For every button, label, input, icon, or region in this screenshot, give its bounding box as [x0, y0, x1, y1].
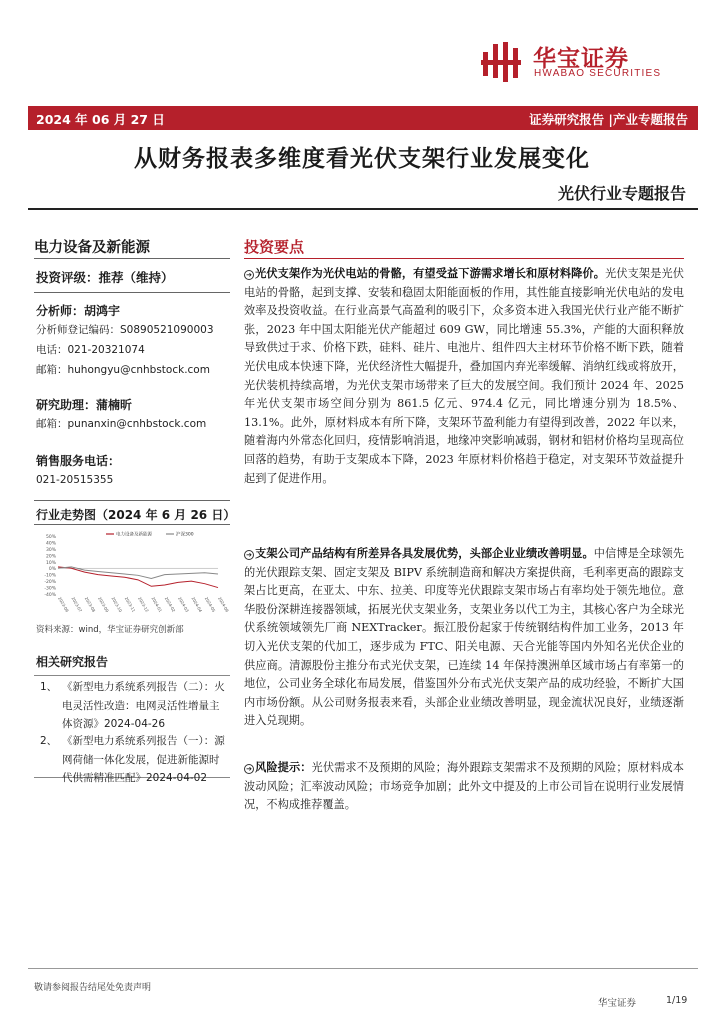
risk-body: 光伏需求不及预期的风险；海外跟踪支架需求不及预期的风险；原材料成本波动风险；汇率波动风险；市场竞争加剧；此外文中提及的上市公司旨在说明行业发展情况，不构成推荐覆盖。 [244, 761, 684, 812]
analyst-name: 分析师：胡鸿宇 [36, 304, 121, 318]
series-line [58, 567, 218, 588]
circled-arrow-icon: ➔ [244, 764, 254, 774]
series-line [58, 567, 218, 579]
hwabao-logo-icon [481, 38, 523, 84]
chart-source: 资料来源：wind，华宝证券研究创新部 [36, 625, 184, 635]
paragraph-heading: 光伏支架作为光伏电站的骨骼，有望受益下游需求增长和原材料降价。 [255, 266, 606, 280]
analyst-cert: 分析师登记编码：S0890521090003 [36, 324, 214, 336]
y-tick-label: 10% [45, 560, 56, 566]
analyst-phone: 电话：021-20321074 [36, 344, 145, 356]
sidebar-divider [34, 500, 230, 501]
x-tick-label: 2023-12 [137, 596, 150, 613]
x-tick-label: 2024-06 [217, 596, 230, 613]
related-report-text: 《新型电力系统系列报告（一）：源网荷储一体化发展，促进新能源时代供需精准匹配》2024-04-02 [62, 735, 225, 784]
investment-title-divider [244, 258, 684, 259]
trend-chart-title: 行业走势图（2024 年 6 月 26 日） [36, 508, 236, 522]
x-tick-label: 2023-06 [57, 596, 70, 613]
circled-arrow-icon: ➔ [244, 270, 254, 280]
x-tick-label: 2023-11 [123, 596, 137, 613]
report-type: 证券研究报告 |产业专题报告 [529, 112, 688, 127]
y-tick-label: 0% [48, 567, 56, 573]
x-tick-label: 2023-09 [97, 596, 110, 613]
legend-label: 沪深300 [176, 532, 194, 538]
page-number: 1/19 [666, 995, 688, 1006]
x-tick-label: 2023-08 [83, 596, 97, 613]
related-report-number: 2、 [40, 735, 58, 747]
y-tick-label: 50% [45, 535, 56, 540]
x-tick-label: 2024-03 [177, 596, 190, 613]
x-tick-label: 2023-07 [70, 596, 84, 613]
sidebar-divider [34, 292, 230, 293]
footer-brand: 华宝证券 [598, 998, 637, 1009]
sector-name: 电力设备及新能源 [34, 239, 150, 256]
report-date: 2024 年 06 月 27 日 [36, 112, 165, 127]
y-tick-label: 20% [45, 554, 56, 560]
investment-paragraph [244, 544, 684, 731]
sidebar-divider [34, 524, 230, 525]
investment-paragraph [244, 264, 684, 488]
rating: 投资评级：推荐（维持） [36, 270, 174, 285]
legend-label: 电力设备及新能源 [116, 532, 152, 538]
y-tick-label: -10% [44, 573, 56, 579]
y-tick-label: -20% [44, 580, 56, 586]
paragraph-body: 中信博是全球领先的光伏跟踪支架、固定支架及 BIPV 系统制造商和解决方案提供商，毛利率更高的跟踪支架占比更高，在亚太、中东、拉美、印度等光伏跟踪支架市场占有率均处于领先地位。意华股份深耕连接器领域，拓展光伏支架业务，支架业务以代工为主，其核心客户为全球光伏系统领域领先厂商 NEXTracker。振江股份起家于传统钢结构件加工业务，2013 年切入光伏支架的代加工，逐步成为 FTC、阳关电源、天合光能等国内外知名光伏企业的供应商。清源股份主推分布式光伏支架，已连续 14 年保持澳洲单区域市场占有率第一的地位，公司业务全球化布局发展，借鉴国外分布式光伏支架产品的成功经验，不断扩大国内市场份额。从公司财务报表来看，头部企业业绩改善明显，现金流状况良好，业绩逐渐进入兑现期。 [244, 547, 684, 728]
investment-title: 投资要点 [244, 238, 305, 256]
title-divider [28, 208, 698, 210]
x-tick-label: 2023-10 [110, 596, 124, 613]
assistant-name: 研究助理：蒲楠昕 [36, 398, 133, 412]
page-title: 从财务报表多维度看光伏支架行业发展变化 [134, 145, 590, 172]
x-tick-label: 2024-02 [163, 596, 177, 613]
industry-trend-chart [36, 528, 230, 618]
page-subtitle: 光伏行业专题报告 [557, 184, 686, 203]
brand-name-en: HWABAO SECURITIES [534, 68, 662, 79]
company-logo [481, 38, 691, 84]
sales-label: 销售服务电话： [36, 454, 121, 468]
analyst-email[interactable]: 邮箱：huhongyu@cnhbstock.com [36, 364, 210, 376]
y-tick-label: 30% [45, 547, 56, 553]
related-report-number: 1、 [40, 681, 58, 693]
paragraph-heading: 支架公司产品结构有所差异各具发展优势，头部企业业绩改善明显。 [255, 546, 594, 560]
related-reports-list [34, 675, 230, 784]
y-tick-label: -40% [44, 593, 56, 598]
x-tick-label: 2024-01 [150, 596, 164, 613]
related-reports-title: 相关研究报告 [36, 655, 109, 669]
brand-name-cn: 华宝证券 [533, 46, 629, 72]
sales-phone: 021-20515355 [36, 474, 114, 486]
x-tick-label: 2024-04 [190, 596, 204, 613]
y-tick-label: -30% [44, 586, 56, 592]
related-report-text: 《新型电力系统系列报告（二）：火电灵活性改造：电网灵活性增量主体资源》2024-04-26 [62, 681, 225, 730]
sidebar-divider [34, 258, 230, 259]
header-bar [28, 106, 698, 130]
y-tick-label: 40% [45, 541, 56, 547]
risk-paragraph [244, 758, 684, 815]
footer-divider [28, 968, 698, 969]
paragraph-body: 光伏支架是光伏电站的骨骼，起到支撑、安装和稳固太阳能面板的作用，其性能直接影响光伏电站的发电效率及投资收益。在行业高景气高盈利的吸引下，众多资本进入我国光伏行业产能不断扩张，2023 年中国太阳能光伏产能超过 609 GW，同比增速 55.3%，产能的大面积释放导致供过于求、价格下跌，硅料、硅片、电池片、组件四大主材环节价格不断下跌，随着光伏电成本快速下降，光伏经济性大幅提升，叠加国内弃光率缓解、消纳红线或将放开，光伏装机持续高增，为光伏支架市场带来了巨大的发展空间。我们预计 2024 年、2025 年光伏支架市场空间分别为 861.5 亿元、974.4 亿元，同比增速分别为 18.5%、13.1%。此外，原材料成本有所下降，支架环节盈利能力有望得到改善，2022 年以来，随着海内外常态化回归，疫情影响消退，地缘冲突影响减弱，钢材和铝材价格均呈现高位回落的趋势，有助于支架成本下降，2023 年原材料价格趋于稳定，对支架环节效益提升起到了促进作用。 [244, 267, 684, 485]
circled-arrow-icon: ➔ [244, 550, 254, 560]
x-tick-label: 2024-05 [203, 596, 217, 613]
disclaimer-note: 敬请参阅报告结尾处免责声明 [34, 983, 152, 993]
risk-heading: 风险提示： [255, 760, 312, 774]
assistant-email[interactable]: 邮箱：punanxin@cnhbstock.com [36, 418, 207, 430]
